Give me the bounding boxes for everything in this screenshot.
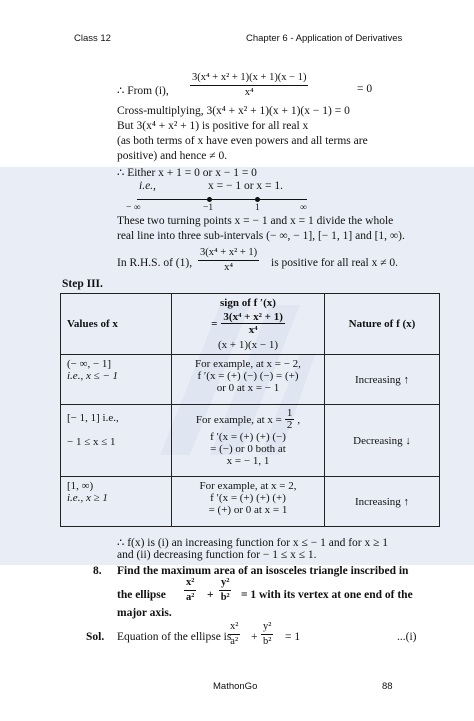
half-fraction bbox=[285, 408, 295, 431]
header-cell bbox=[172, 294, 325, 355]
interval: [1, ∞) bbox=[67, 480, 94, 492]
interval-ie: i.e., x ≤ − 1 bbox=[67, 370, 119, 382]
header-nature: Nature of f (x) bbox=[348, 318, 416, 330]
table-row bbox=[61, 355, 440, 405]
equals-sign: = bbox=[211, 317, 218, 330]
sign-prefix: For example, at x = bbox=[195, 413, 282, 426]
conclusion-line: ∴ f(x) is (i) an increasing function for x ≤ − 1 and for x ≥ 1 bbox=[117, 537, 389, 549]
sign-factor: (x + 1)(x − 1) bbox=[217, 339, 279, 351]
fraction-numerator: y² bbox=[219, 577, 231, 591]
fraction-numerator: 3(x⁴ + x² + 1)(x + 1)(x − 1) bbox=[190, 72, 308, 86]
sign-line: = (+) or 0 at x = 1 bbox=[208, 504, 288, 516]
sign-cell bbox=[172, 355, 325, 405]
number-line bbox=[137, 199, 307, 200]
page-number: 88 bbox=[382, 681, 393, 692]
footer-brand: MathonGo bbox=[213, 681, 258, 692]
fraction-denominator: b² bbox=[220, 592, 230, 603]
nature-cell bbox=[325, 405, 440, 477]
table-header-row bbox=[61, 294, 440, 355]
sign-formula bbox=[178, 311, 318, 336]
fraction-denominator: b² bbox=[263, 636, 272, 647]
sign-line: For example, at x = − 2, bbox=[195, 358, 301, 370]
question-number: 8. bbox=[93, 565, 102, 577]
interval: [− 1, 1] i.e., bbox=[67, 412, 119, 424]
nature-cell bbox=[325, 477, 440, 527]
fraction-numerator: x² bbox=[184, 577, 196, 591]
x-over-a-fraction bbox=[184, 577, 196, 604]
axis-label: −1 bbox=[203, 203, 214, 213]
header-cell bbox=[61, 294, 172, 355]
rhs-fraction bbox=[198, 247, 259, 274]
interval-cell bbox=[61, 405, 172, 477]
roots-line: x = − 1 or x = 1. bbox=[208, 180, 284, 192]
fraction-numerator: 3(x⁴ + x² + 1) bbox=[198, 247, 259, 261]
header-sign: sign of f ′(x) bbox=[220, 297, 276, 309]
sign-line: f ′(x = (+) (−) (−) = (+) bbox=[197, 370, 299, 382]
sign-line: f ′(x = (+) (+) (−) bbox=[210, 431, 286, 443]
solution-text: Equation of the ellipse is bbox=[117, 631, 232, 643]
question-text: the ellipse bbox=[117, 589, 166, 601]
interval-ie: − 1 ≤ x ≤ 1 bbox=[67, 436, 116, 448]
header-cell bbox=[325, 294, 440, 355]
nature-value: Increasing ↑ bbox=[354, 373, 410, 386]
interval: (− ∞, − 1] bbox=[67, 358, 112, 370]
text-line: (as both terms of x have even powers and all terms are bbox=[117, 135, 368, 147]
step-heading: Step III. bbox=[62, 278, 103, 290]
header-values: Values of x bbox=[67, 318, 118, 330]
conclusion-line: and (ii) decreasing function for − 1 ≤ x ≤ 1. bbox=[117, 549, 317, 561]
point-minus-one bbox=[207, 197, 212, 202]
table-row bbox=[61, 477, 440, 527]
sign-line: f ′(x = (+) (+) (+) bbox=[210, 492, 286, 504]
sign-cell bbox=[172, 477, 325, 527]
nature-cell bbox=[325, 355, 440, 405]
rhs-statement: is positive for all real x ≠ 0. bbox=[271, 257, 399, 269]
sign-line: or 0 at x = − 1 bbox=[216, 382, 280, 394]
sign-line: x = − 1, 1 bbox=[226, 455, 270, 467]
fraction-denominator: x⁴ bbox=[248, 324, 258, 336]
text-line: real line into three sub-intervals (− ∞, − 1], [− 1, 1] and [1, ∞). bbox=[117, 230, 405, 242]
question-text: Find the maximum area of an isosceles triangle inscribed in bbox=[117, 565, 409, 577]
fraction-denominator: x⁴ bbox=[244, 87, 254, 98]
nature-value: Decreasing ↓ bbox=[353, 434, 411, 447]
sign-example: For example, at x = $\frac{1}{2}$ , bbox=[195, 407, 301, 431]
interval-cell bbox=[61, 355, 172, 405]
text-line: But 3(x⁴ + x² + 1) is positive for all real x bbox=[117, 120, 309, 132]
axis-label: ∞ bbox=[300, 203, 307, 213]
y-over-b-fraction bbox=[261, 621, 273, 648]
solution-rhs: = 1 bbox=[285, 631, 301, 643]
text-line: ∴ Either x + 1 = 0 or x − 1 = 0 bbox=[117, 167, 257, 179]
header-class: Class 12 bbox=[74, 33, 111, 44]
equation-1-fraction bbox=[190, 72, 308, 99]
point-one bbox=[255, 197, 260, 202]
sign-line: = (−) or 0 both at bbox=[210, 443, 286, 455]
sign-line: For example, at x = 2, bbox=[199, 480, 297, 492]
nature-value: Increasing ↑ bbox=[354, 495, 410, 508]
solution-label: Sol. bbox=[86, 631, 105, 643]
axis-label: − ∞ bbox=[126, 203, 141, 213]
plus-sign: + bbox=[207, 589, 214, 601]
ie-label: i.e., bbox=[139, 180, 156, 192]
interval-cell bbox=[61, 477, 172, 527]
sign-table bbox=[60, 293, 440, 527]
fraction-numerator: 1 bbox=[286, 407, 293, 419]
equation-tag: ...(i) bbox=[397, 631, 417, 643]
fraction-denominator: a² bbox=[186, 592, 195, 603]
text-line: positive) and hence ≠ 0. bbox=[117, 150, 228, 162]
sign-cell bbox=[172, 405, 325, 477]
from-i-label: ∴ From (i), bbox=[117, 85, 169, 97]
header-chapter: Chapter 6 - Application of Derivatives bbox=[246, 33, 403, 44]
question-text: major axis. bbox=[117, 607, 172, 619]
equation-1-rhs: = 0 bbox=[357, 83, 373, 95]
fraction-denominator: x⁴ bbox=[224, 262, 234, 273]
plus-sign: + bbox=[251, 631, 258, 643]
text-line: Cross-multiplying, 3(x⁴ + x² + 1)(x + 1)(x − 1) = 0 bbox=[117, 105, 350, 117]
sign-fraction bbox=[221, 311, 284, 336]
axis-label: 1 bbox=[255, 203, 260, 213]
text-line: These two turning points x = − 1 and x = 1 divide the whole bbox=[117, 215, 394, 227]
interval-ie: i.e., x ≥ 1 bbox=[67, 492, 108, 504]
fraction-numerator: 3(x⁴ + x² + 1) bbox=[223, 311, 283, 323]
table-row bbox=[61, 405, 440, 477]
fraction-numerator: x² bbox=[228, 621, 240, 635]
fraction-denominator: 2 bbox=[286, 419, 293, 431]
x-over-a-fraction bbox=[228, 621, 240, 648]
fraction-denominator: a² bbox=[230, 636, 239, 647]
rhs-label: In R.H.S. of (1), bbox=[117, 257, 193, 269]
question-text: = 1 with its vertex at one end of the bbox=[241, 589, 413, 601]
y-over-b-fraction bbox=[219, 577, 231, 604]
fraction-numerator: y² bbox=[261, 621, 273, 635]
